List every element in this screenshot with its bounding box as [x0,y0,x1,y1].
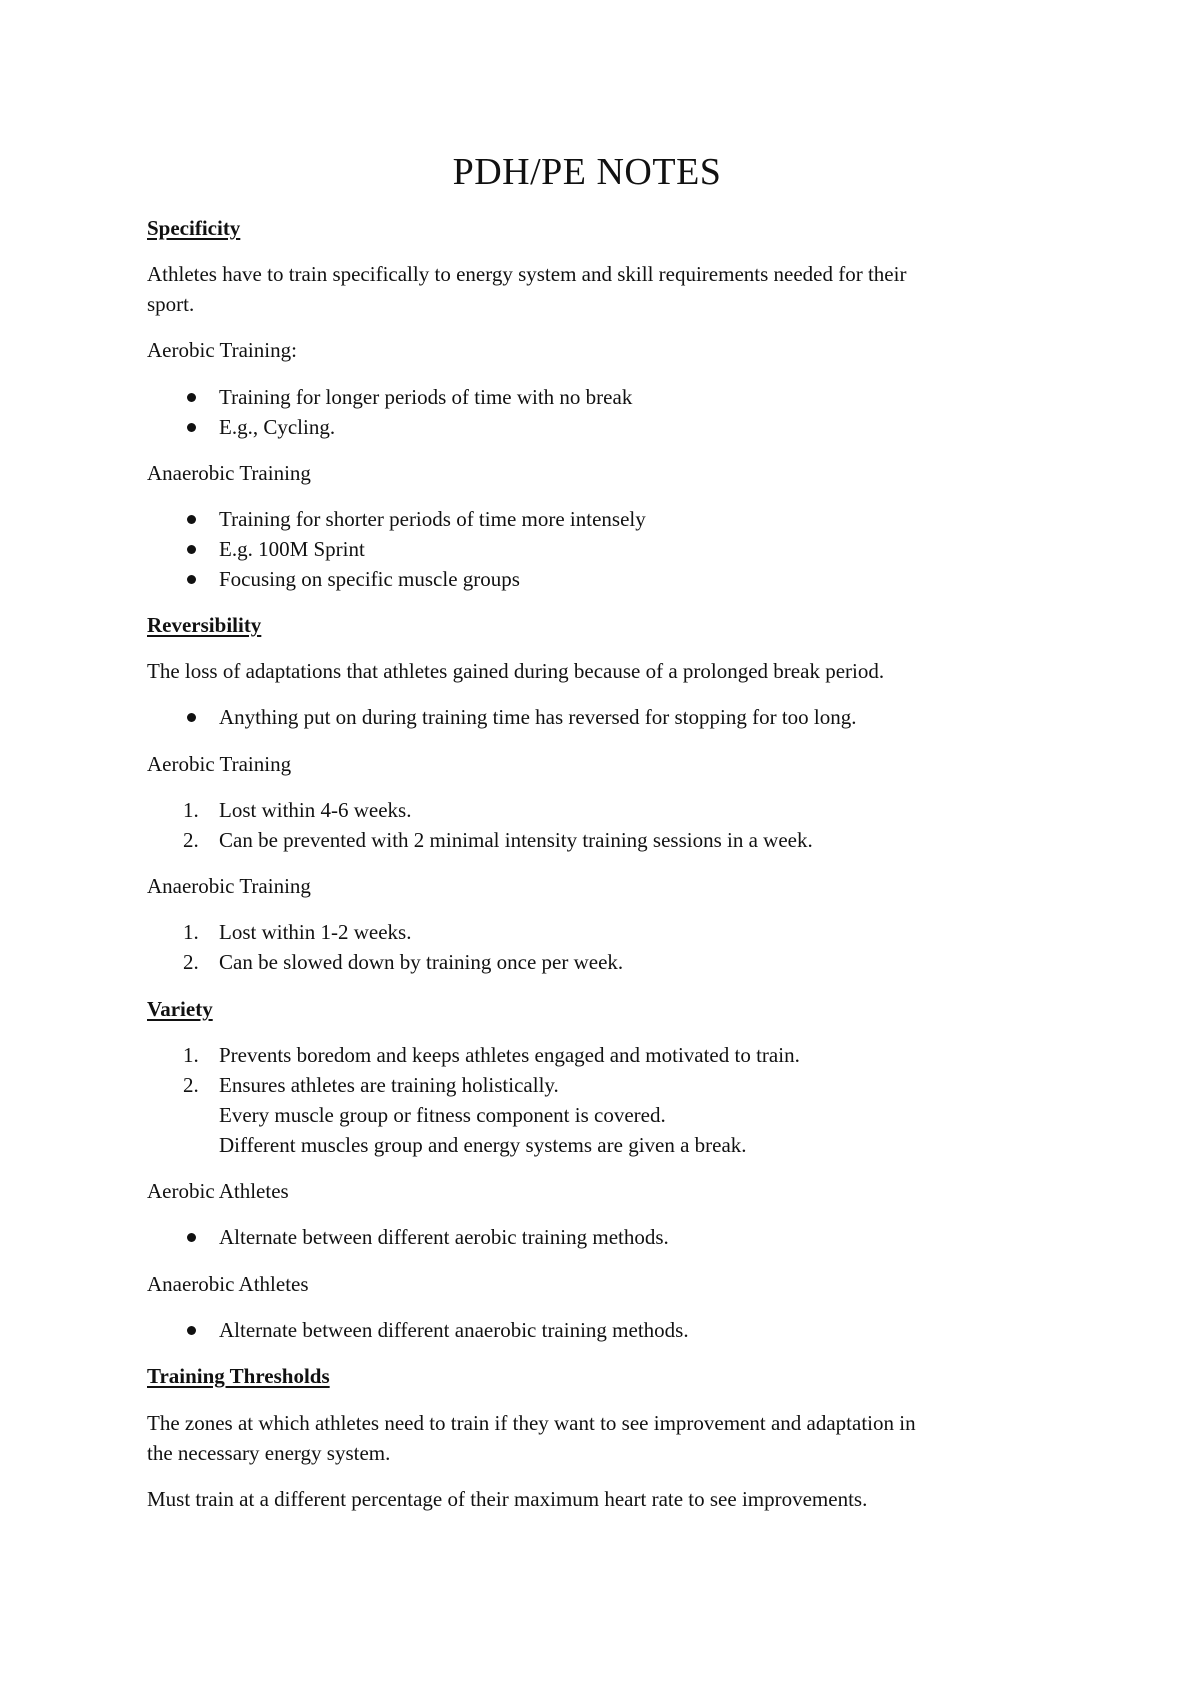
bullet-icon [187,515,196,524]
document-page: PDH/PE NOTES Specificity Athletes have to train specifically to energy system and skill requirements needed for their sport. Aerobic Training: Training for longer periods of time with no break E.g., Cycling. Anaerobic Training Training for shorter periods of time more intensely E.g. 100M Sprint Focusing on specific muscle groups Reversibility The loss of adaptations that athletes gained during because of a prolonged break period. Anything put on during training time has reversed for stopping for too long. Aerobic Training 1. Lost within 4-6 weeks. 2. Can be prevented with 2 minimal intensity training sessions in a week. Anaerobic Training 1. Lost within 1-2 weeks. 2. Can be slowed down by training once per week. Variety 1. Prevents boredom and keeps athletes engaged and motivated to train. 2. Ensures athletes are training holistically. Every muscle group or fitness component is covered. Different muscles group and energy systems are given a break. Aerobic Athletes Alternate between different aerobic training methods. Anaerobic Athletes Alternate between different anaerobic training methods. Training Thresholds The zones at which athletes need to train if they want to see improvement and adaptation in the necessary energy system. Must train at a different percentage of their maximum heart rate to see improvements. [147,0,1067,1696]
heading-specificity: Specificity [147,216,241,240]
paragraph-line: the necessary energy system. [147,1441,391,1465]
page-title: PDH/PE NOTES [452,151,722,193]
subheading-anaerobic-training: Anaerobic Training [147,461,311,485]
bullet-icon [187,1326,196,1335]
subheading-anaerobic-training: Anaerobic Training [147,874,311,898]
bullet-icon [187,1233,196,1242]
heading-variety: Variety [147,997,213,1021]
subheading-aerobic-training: Aerobic Training [147,752,292,776]
heading-reversibility: Reversibility [147,613,262,637]
bullet-icon [187,393,196,402]
bullet-icon [187,423,196,432]
subheading-aerobic-athletes: Aerobic Athletes [147,1179,289,1203]
subheading-anaerobic-athletes: Anaerobic Athletes [147,1272,309,1296]
bullet-icon [187,545,196,554]
heading-training-thresholds: Training Thresholds [147,1364,330,1388]
bullet-icon [187,713,196,722]
paragraph-line: The loss of adaptations that athletes gained during because of a prolonged break period. [147,659,885,683]
paragraph-line: Athletes have to train specifically to energy system and skill requirements needed for their [147,262,907,286]
paragraph-line: Must train at a different percentage of their maximum heart rate to see improvements. [147,1487,868,1511]
paragraph-line: The zones at which athletes need to train if they want to see improvement and adaptation in [147,1411,916,1435]
paragraph-line: sport. [147,292,195,316]
subheading-aerobic-training: Aerobic Training: [147,338,297,362]
bullet-icon [187,575,196,584]
